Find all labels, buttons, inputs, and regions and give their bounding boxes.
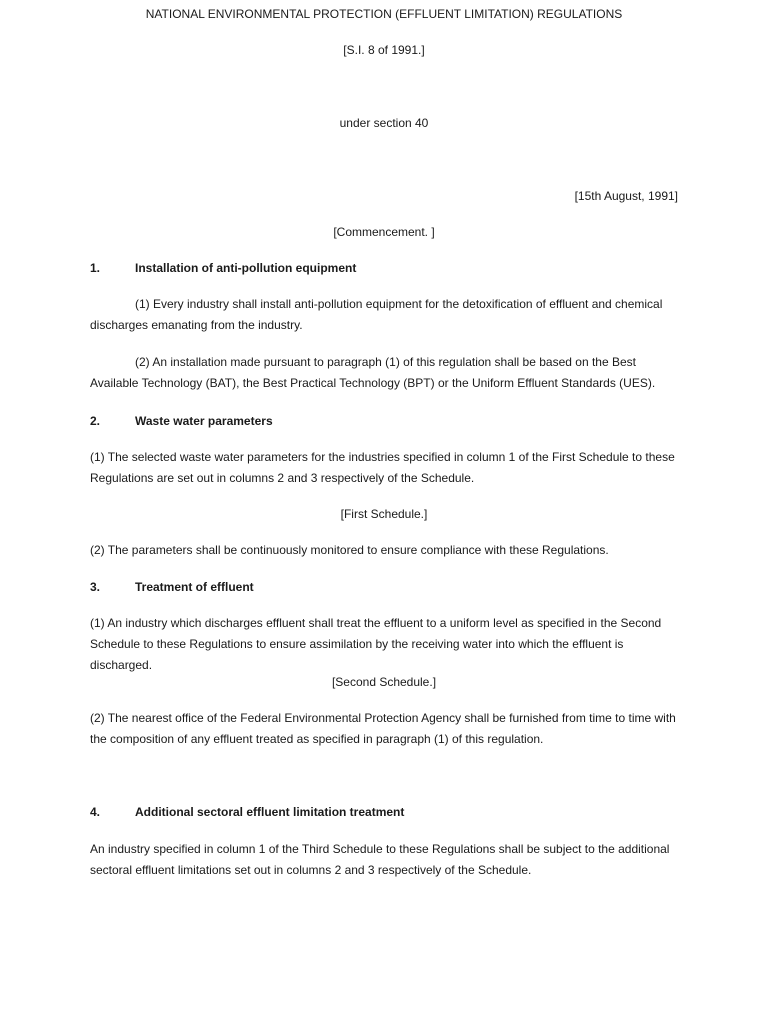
section-1-paragraph-2: (2) An installation made pursuant to paragraph (1) of this regulation shall be based on the Best Available Technology (BAT), the Best Practical Technology (BPT) or the Uniform Effluent Standards (UES).	[90, 355, 656, 390]
section-title: Treatment of effluent	[135, 580, 254, 594]
statutory-instrument-ref: [S.I. 8 of 1991.]	[343, 43, 425, 57]
section-number: 4.	[90, 805, 101, 819]
section-2-heading	[90, 411, 680, 432]
section-2-paragraph-2: (2) The parameters shall be continuously monitored to ensure compliance with these Regulations.	[90, 543, 609, 557]
section-1-paragraph-1: (1) Every industry shall install anti-pollution equipment for the detoxification of effluent and chemical discharges emanating from the industry.	[90, 297, 663, 332]
section-title: Waste water parameters	[135, 414, 273, 428]
section-number: 3.	[90, 580, 101, 594]
enactment-date: [15th August, 1991]	[574, 189, 678, 203]
section-4-paragraph-1: An industry specified in column 1 of the Third Schedule to these Regulations shall be subject to the additional sectoral effluent limitations set out in columns 2 and 3 respectively of the Schedule.	[90, 842, 670, 877]
document-title: NATIONAL ENVIRONMENTAL PROTECTION (EFFLUENT LIMITATION) REGULATIONS	[145, 7, 623, 21]
section-3-heading	[90, 577, 680, 598]
section-4-heading	[90, 802, 680, 823]
section-number: 2.	[90, 414, 101, 428]
section-1-heading	[90, 258, 680, 279]
enabling-section: under section 40	[339, 116, 429, 130]
first-schedule-ref: [First Schedule.]	[340, 507, 428, 521]
section-number: 1.	[90, 261, 101, 275]
section-title: Installation of anti-pollution equipment	[135, 261, 357, 275]
second-schedule-ref: [Second Schedule.]	[331, 675, 437, 689]
section-2-paragraph-1: (1) The selected waste water parameters for the industries specified in column 1 of the First Schedule to these Regulations are set out in columns 2 and 3 respectively of the Schedule.	[90, 450, 675, 485]
section-3-paragraph-2: (2) The nearest office of the Federal Environmental Protection Agency shall be furnished from time to time with the composition of any effluent treated as specified in paragraph (1) of this regulation.	[90, 711, 676, 746]
section-title: Additional sectoral effluent limitation treatment	[135, 805, 405, 819]
commencement-note: [Commencement. ]	[333, 225, 435, 239]
section-3-paragraph-1: (1) An industry which discharges effluent shall treat the effluent to a uniform level as specified in the Second Schedule to these Regulations to ensure assimilation by the receiving water into which the effluent is discharged.	[90, 616, 662, 672]
